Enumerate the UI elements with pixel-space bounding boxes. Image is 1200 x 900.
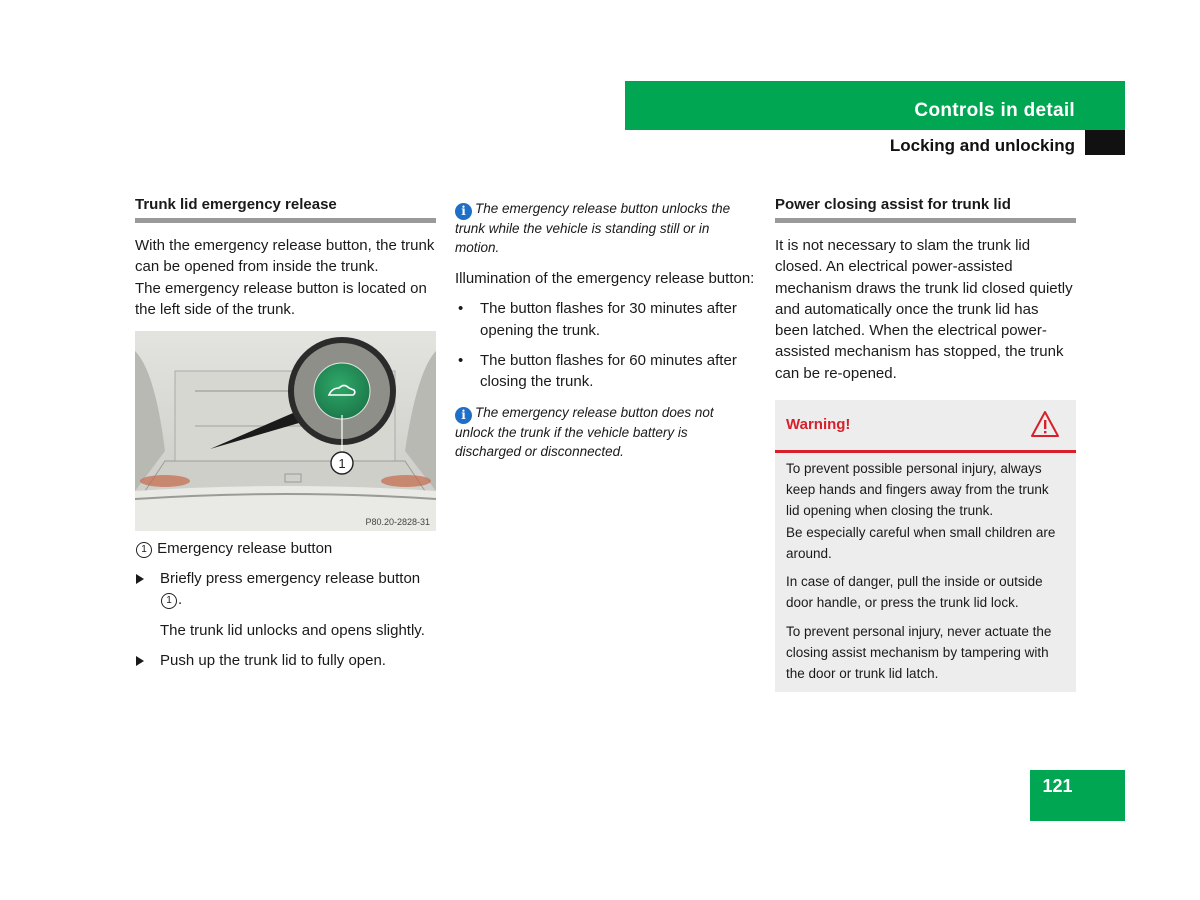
bullet-text: The button flashes for 60 minutes after closing the trunk. bbox=[480, 351, 737, 391]
warning-box bbox=[775, 400, 1076, 692]
triangle-right-icon bbox=[136, 574, 144, 584]
bullet-item bbox=[455, 350, 755, 393]
step-press-button bbox=[135, 568, 436, 611]
warning-paragraph-2: In case of danger, pull the inside or outside door handle, or press the trunk lid lock. bbox=[786, 574, 1043, 611]
trunk-illustration bbox=[135, 331, 436, 531]
bullet-item bbox=[455, 298, 755, 341]
caption-text: Emergency release button bbox=[157, 540, 333, 558]
warning-paragraph-1: To prevent possible personal injury, always keep hands and fingers away from the trunk lid opening when closing the trunk. bbox=[786, 461, 1049, 519]
step-push-lid bbox=[135, 650, 436, 671]
subsection-title: Locking and unlocking bbox=[889, 136, 1075, 155]
triangle-right-icon bbox=[136, 656, 144, 666]
bullet-text: The button flashes for 30 minutes after opening the trunk. bbox=[480, 300, 737, 339]
column-emergency-release bbox=[135, 196, 436, 671]
warning-paragraph-3: To prevent personal injury, never actuate the closing assist mechanism by tampering with the door or trunk lid latch. bbox=[786, 623, 1052, 681]
warning-paragraph-1b: Be especially careful when small children are around. bbox=[786, 524, 1056, 561]
column-closing-assist bbox=[775, 196, 1076, 692]
image-caption bbox=[135, 538, 436, 559]
column-illumination bbox=[455, 200, 755, 461]
heading-trunk-lid-emergency-release: Trunk lid emergency release bbox=[135, 196, 436, 223]
info-note-battery bbox=[455, 404, 755, 461]
section-title: Controls in detail bbox=[914, 100, 1075, 121]
step-text: Push up the trunk lid to fully open. bbox=[160, 652, 386, 670]
warning-title: Warning! bbox=[786, 416, 851, 434]
bullet-dot: • bbox=[458, 300, 464, 318]
callout-number: 1 bbox=[338, 456, 346, 472]
bullet-dot: • bbox=[458, 351, 464, 369]
header-black-tab bbox=[1085, 130, 1125, 155]
warning-header bbox=[775, 400, 1076, 453]
trunk-interior-image bbox=[135, 331, 436, 531]
note-text: The emergency release button unlocks the trunk while the vehicle is standing still or in motion. bbox=[455, 201, 731, 255]
step-reference-number: 1 bbox=[161, 593, 177, 609]
page-number: 121 bbox=[1042, 776, 1073, 796]
step-result: The trunk lid unlocks and opens slightly. bbox=[160, 621, 425, 639]
step-text: Briefly press emergency release button bbox=[160, 570, 421, 588]
step-period: . bbox=[178, 591, 183, 609]
paragraph-location: The emergency release button is located on the left side of the trunk. bbox=[135, 279, 427, 318]
paragraph-closing-assist: It is not necessary to slam the trunk lid closed. An electrical power-assisted mechanism draws the trunk lid closed quietly and automatically once the trunk lid has been latched. When the electrical power-assisted mechanism has stopped, the trunk can be re-opened. bbox=[775, 237, 1073, 382]
info-note-unlock bbox=[455, 200, 755, 257]
note-text: The emergency release button does not unlock the trunk if the vehicle battery is discharged or disconnected. bbox=[455, 405, 714, 459]
paragraph-illumination: Illumination of the emergency release button: bbox=[455, 270, 755, 287]
info-icon: i bbox=[455, 203, 472, 220]
heading-power-closing-assist: Power closing assist for trunk lid bbox=[775, 196, 1076, 223]
paragraph-intro: With the emergency release button, the trunk can be opened from inside the trunk. bbox=[135, 237, 435, 276]
image-code: P80.20-2828-31 bbox=[365, 517, 430, 528]
caption-number: 1 bbox=[136, 542, 152, 558]
info-icon: i bbox=[455, 407, 472, 424]
warning-triangle-icon bbox=[1030, 410, 1060, 438]
